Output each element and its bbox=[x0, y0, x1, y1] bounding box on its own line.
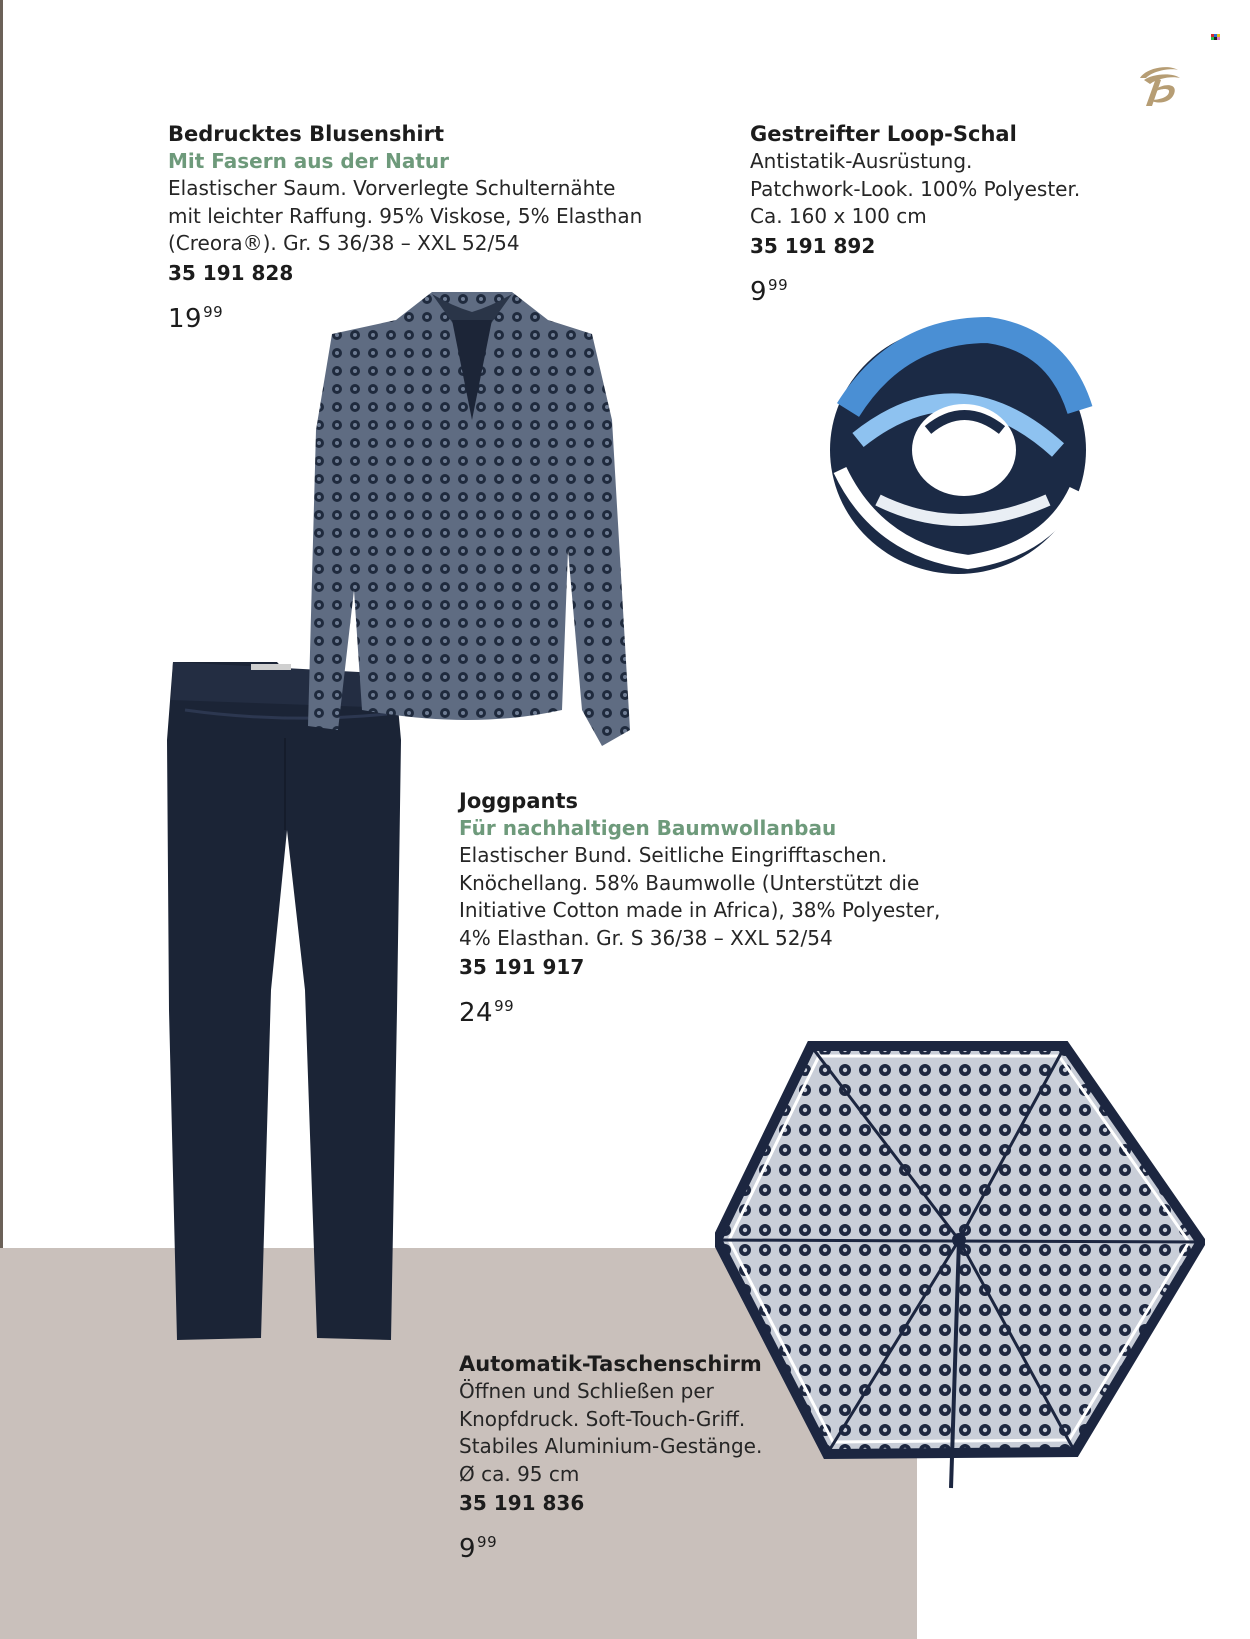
blusenshirt-image bbox=[292, 290, 652, 750]
product-desc-line: Ca. 160 x 100 cm bbox=[750, 204, 927, 228]
color-dots-icon bbox=[1211, 34, 1223, 40]
price-main: 9 bbox=[459, 1534, 477, 1564]
price-main: 24 bbox=[459, 998, 494, 1028]
product-desc-line: mit leichter Raffung. 95% Viskose, 5% Elasthan bbox=[168, 203, 643, 228]
product-desc-line: Elastischer Bund. Seitliche Eingrifftaschen. bbox=[459, 843, 888, 867]
product-desc-line: Knöchellang. 58% Baumwolle (Unterstützt die bbox=[459, 870, 920, 895]
loop-schal-image bbox=[818, 300, 1098, 590]
price-cents: 99 bbox=[494, 997, 515, 1015]
product-subtitle: Mit Fasern aus der Natur bbox=[168, 149, 450, 173]
article-number: 35 191 917 bbox=[459, 955, 585, 979]
price bbox=[459, 991, 940, 1028]
article-number: 35 191 892 bbox=[750, 233, 876, 258]
product-desc-line: (Creora®). Gr. S 36/38 – XXL 52/54 bbox=[168, 231, 520, 255]
price-main: 19 bbox=[168, 303, 203, 334]
product-subtitle: Für nachhaltigen Baumwollanbau bbox=[459, 816, 837, 840]
taschenschirm-image bbox=[715, 1040, 1205, 1490]
price-cents: 99 bbox=[203, 302, 224, 321]
product-desc-line: Öffnen und Schließen per bbox=[459, 1379, 714, 1403]
product-desc-line: Patchwork-Look. 100% Polyester. bbox=[750, 176, 1081, 201]
price-cents: 99 bbox=[477, 1533, 498, 1551]
product-title: Gestreifter Loop-Schal bbox=[750, 122, 1017, 146]
product-desc-line: Stabiles Aluminium-Gestänge. bbox=[459, 1434, 763, 1458]
product-joggpants bbox=[459, 787, 940, 1028]
product-title: Joggpants bbox=[459, 789, 578, 813]
product-desc-line: Knopfdruck. Soft-Touch-Griff. bbox=[459, 1406, 746, 1431]
joggpants-image bbox=[165, 650, 405, 1340]
price-main: 9 bbox=[750, 276, 768, 307]
product-desc-line: Elastischer Saum. Vorverlegte Schulternähte bbox=[168, 176, 616, 200]
product-loop-schal bbox=[750, 120, 1080, 307]
product-desc-line: 4% Elasthan. Gr. S 36/38 – XXL 52/54 bbox=[459, 925, 833, 950]
product-title: Automatik-Taschenschirm bbox=[459, 1352, 762, 1376]
product-desc-line: Antistatik-Ausrüstung. bbox=[750, 149, 973, 173]
product-desc-line: Initiative Cotton made in Africa), 38% Polyester, bbox=[459, 898, 941, 922]
article-number: 35 191 836 bbox=[459, 1491, 585, 1515]
tchibo-logo-icon bbox=[1132, 60, 1184, 112]
price-cents: 99 bbox=[768, 275, 789, 294]
product-title: Bedrucktes Blusenshirt bbox=[168, 122, 444, 146]
price bbox=[459, 1527, 762, 1564]
article-number: 35 191 828 bbox=[168, 260, 294, 285]
product-desc-line: Ø ca. 95 cm bbox=[459, 1461, 580, 1486]
